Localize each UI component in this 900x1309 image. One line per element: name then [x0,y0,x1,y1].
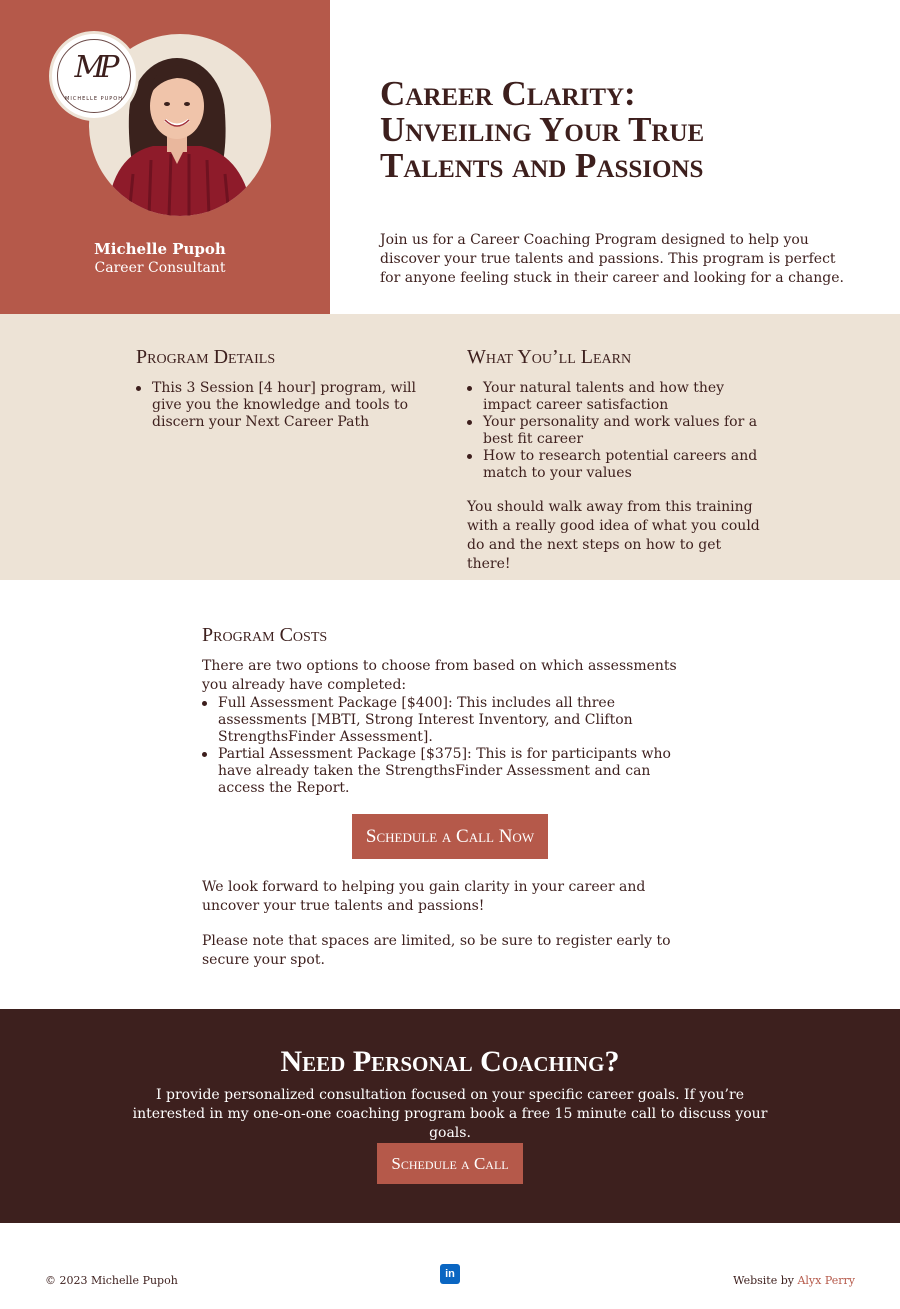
program-details-heading: Program Details [136,346,276,368]
credit-link[interactable]: Alyx Perry [797,1274,855,1287]
what-you-learn-heading: What You’ll Learn [467,346,632,368]
schedule-call-now-button[interactable]: Schedule a Call Now [352,814,548,859]
program-costs-list [202,695,692,797]
consultant-role: Career Consultant [94,260,226,276]
coaching-text: I provide personalized consultation focused on your specific career goals. If you’re interested in my one-on-one coaching program book a free 15 minute call to discuss your goals. [132,1087,768,1141]
program-costs-intro: There are two options to choose from based on which assessments you already have completed: [202,658,677,693]
list-item: Your personality and work values for a best fit career [467,414,767,448]
program-info-section [0,314,900,580]
list-item: Full Assessment Package [$400]: This includes all three assessments [MBTI, Strong Interest Inventory, and Clifton StrengthsFinder Assessment]. [202,695,692,746]
what-you-learn-list [467,380,767,482]
copyright-text: © 2023 Michelle Pupoh [45,1274,178,1287]
list-item: How to research potential careers and match to your values [467,448,767,482]
consultant-name: Michelle Pupoh [94,240,226,258]
program-details-list [136,380,436,431]
hero-intro-text: Join us for a Career Coaching Program designed to help you discover your true talents and passions. This program is perfect for anyone feeling stuck in their career and looking for a change. [380,232,844,286]
what-you-learn-note: You should walk away from this training with a really good idea of what you could do and the next steps on how to get there! [467,499,760,572]
schedule-call-button[interactable]: Schedule a Call [377,1143,523,1184]
credit-prefix: Website by [733,1274,794,1287]
linkedin-icon[interactable]: in [440,1264,460,1284]
what-you-learn-column [467,346,767,574]
list-item: This 3 Session [4 hour] program, will give you the knowledge and tools to discern your Next Career Path [136,380,436,431]
logo-monogram: MP [74,50,114,85]
personal-coaching-section [0,1009,900,1223]
program-costs-closing [202,878,692,970]
program-details-column [136,346,436,431]
hero-section [0,0,900,314]
brand-logo [49,31,139,121]
list-item: Your natural talents and how they impact career satisfaction [467,380,767,414]
website-credit [733,1274,855,1287]
footer [0,1223,900,1309]
logo-text: MICHELLE PUPOH [65,96,123,102]
program-costs-heading: Program Costs [202,624,328,646]
program-costs-section [202,624,692,797]
closing-text-1: We look forward to helping you gain clarity in your career and uncover your true talents and passions! [202,879,646,914]
page-title-line3: Talents and Passions [380,146,704,185]
hero-profile-panel [0,0,330,314]
list-item: Partial Assessment Package [$375]: This is for participants who have already taken the StrengthsFinder Assessment and can access the Report. [202,746,692,797]
page-title [380,76,860,184]
page-title-line2: Unveiling Your True [380,110,705,149]
page-title-line1: Career Clarity: [380,74,636,113]
coaching-title: Need Personal Coaching? [280,1045,620,1078]
closing-text-2: Please note that spaces are limited, so be sure to register early to secure your spot. [202,933,671,968]
